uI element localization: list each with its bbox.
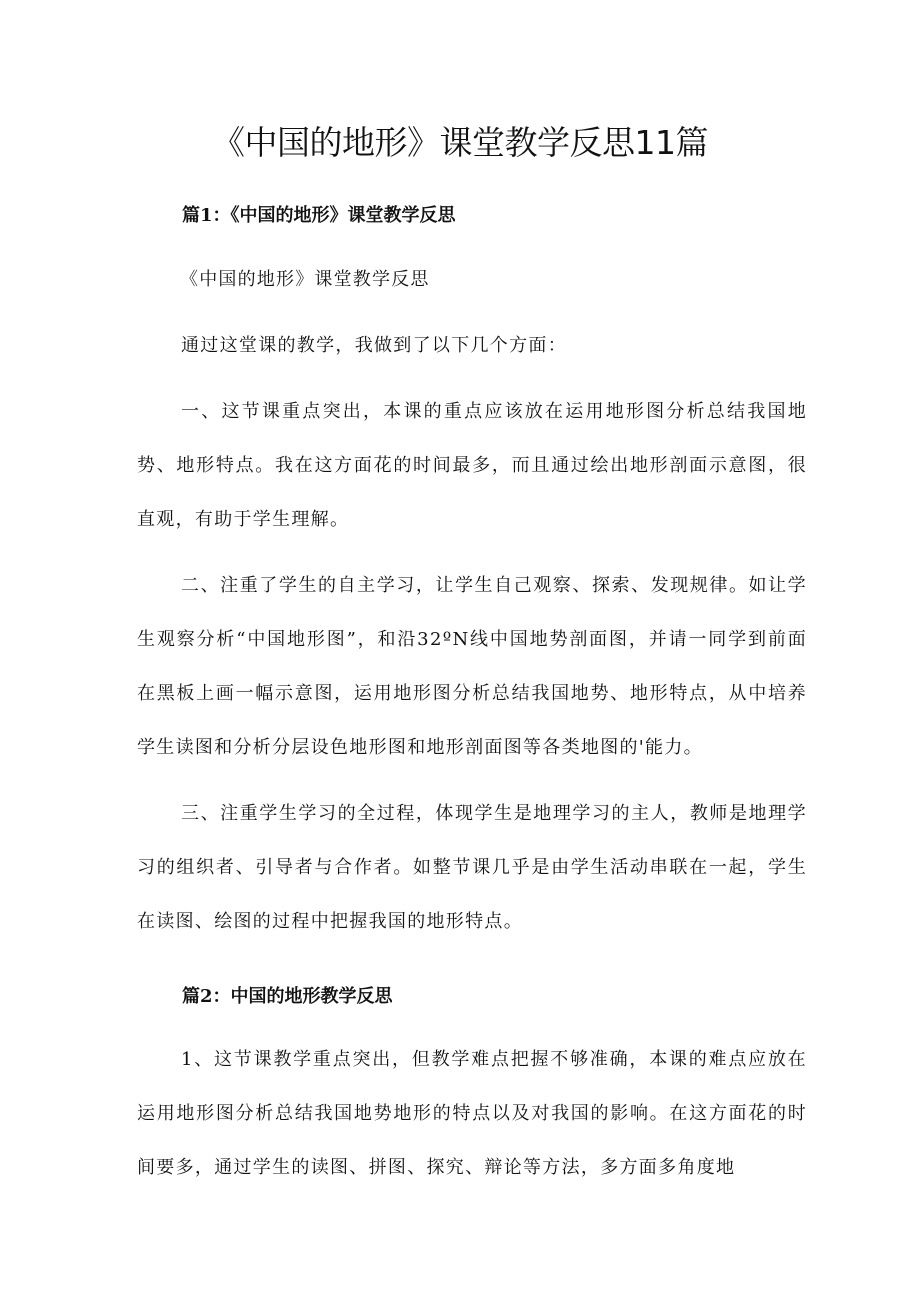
paragraph: 二、注重了学生的自主学习，让学生自己观察、探索、发现规律。如让学生观察分析“中国地形图”，和沿32ºN线中国地势剖面图，并请一同学到前面在黑板上画一幅示意图，运用地形图分析总结我国地势、地形特点，从中培养学生读图和分析分层设色地形图和地形剖面图等各类地图的'能力。 <box>137 575 807 758</box>
section-2-heading: 篇2：中国的地形教学反思 <box>182 986 393 1007</box>
paragraph: 1、这节课教学重点突出，但教学难点把握不够准确，本课的难点应放在运用地形图分析总结我国地势地形的特点以及对我国的影响。在这方面花的时间要多，通过学生的读图、拼图、探究、辩论等方法，多方面多角度地 <box>137 1049 807 1178</box>
paragraph: 三、注重学生学习的全过程，体现学生是地理学习的主人，教师是地理学习的组织者、引导者与合作者。如整节课几乎是由学生活动串联在一起，学生在读图、绘图的过程中把握我国的地形特点。 <box>137 803 807 932</box>
paragraph: 一、这节课重点突出，本课的重点应该放在运用地形图分析总结我国地势、地形特点。我在这方面花的时间最多，而且通过绘出地形剖面示意图，很直观，有助于学生理解。 <box>137 401 807 530</box>
document-title: 《中国的地形》课堂教学反思11篇 <box>212 123 708 162</box>
section-1-subtitle: 《中国的地形》课堂教学反思 <box>180 269 430 290</box>
section-1-heading: 篇1：《中国的地形》课堂教学反思 <box>182 205 456 226</box>
paragraph: 通过这堂课的教学，我做到了以下几个方面： <box>181 335 567 356</box>
